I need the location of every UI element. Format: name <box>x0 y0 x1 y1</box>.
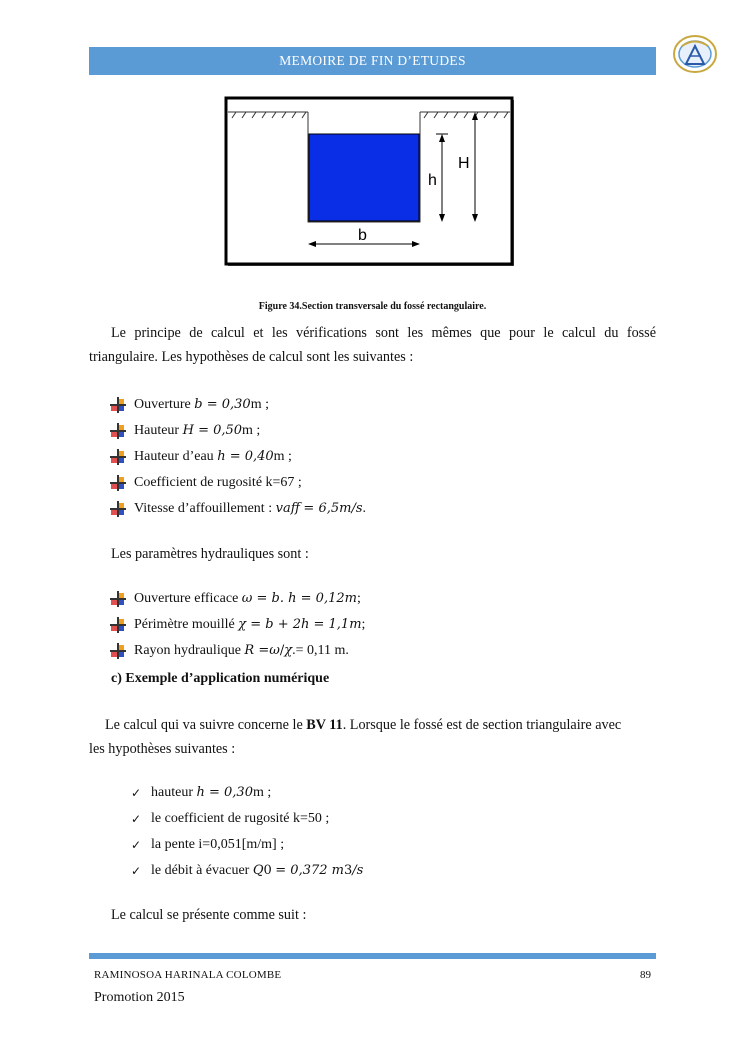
bullet-icon <box>110 643 126 659</box>
list-item <box>131 861 363 881</box>
list-item <box>110 395 269 415</box>
example-bv: BV 11 <box>306 717 343 733</box>
check-math-sup: 3 <box>343 863 353 878</box>
check-icon: ✓ <box>131 864 142 878</box>
param-label: Ouverture efficace <box>134 591 239 606</box>
page-header: MEMOIRE DE FIN D’ETUDES <box>89 47 656 75</box>
bullet-icon <box>110 423 126 439</box>
list-item <box>110 499 366 519</box>
bullet-icon <box>110 591 126 607</box>
check-math-q-sub: 0 <box>263 863 272 878</box>
intro-line-1: Le principe de calcul et les vérifications sont les mêmes que pour le calcul du fossé <box>111 325 656 341</box>
params-intro: Les paramètres hydrauliques sont : <box>111 546 309 562</box>
param-label: Périmètre mouillé <box>134 617 235 632</box>
param-math-num: ω <box>269 643 280 658</box>
check-icon: ✓ <box>131 838 142 852</box>
hyp-math-rest: = 6,5m/s <box>303 501 363 516</box>
hyp-math: b = 0,30 <box>194 397 251 412</box>
check-suffix: m ; <box>252 785 272 800</box>
label-H: H <box>458 155 470 172</box>
hyp-math-sub: aff <box>282 501 300 516</box>
example-post: . Lorsque le fossé est de section triangulaire avec <box>342 717 622 733</box>
hyp-math: h = 0,40 <box>217 449 274 464</box>
param-math: ω = b. h = 0,12m <box>241 591 357 606</box>
hyp-label: Hauteur d’eau <box>134 449 214 464</box>
hyp-label: Hauteur <box>134 423 180 438</box>
example-pre: Le calcul qui va suivre concerne le <box>105 717 307 733</box>
footer-author: RAMINOSOA HARINALA COLOMBE <box>94 969 282 981</box>
hyp-label: Vitesse d’affouillement : <box>134 501 273 516</box>
list-item: Rayon hydraulique R = ω / χ .= 0,11 m. <box>110 641 349 661</box>
label-b: b <box>358 227 367 244</box>
param-math-pre: R = <box>244 643 270 658</box>
bullet-icon <box>110 475 126 491</box>
hyp-label: Ouverture <box>134 397 191 412</box>
check-math-end: /s <box>352 863 364 878</box>
example-line-2: les hypothèses suivantes : <box>89 741 236 757</box>
check-math-rest: = 0,372 m <box>275 863 344 878</box>
check-label: la pente i=0,051[m/m] ; <box>151 837 285 852</box>
list-item <box>131 783 271 803</box>
water-area <box>309 134 419 221</box>
school-logo <box>672 34 718 74</box>
param-suffix: ; <box>356 591 361 606</box>
param-math: χ = b + 2h = 1,1m <box>238 617 362 632</box>
figure-caption: Figure 34.Section transversale du fossé rectangulaire. <box>258 301 487 312</box>
list-item <box>110 615 365 635</box>
hyp-suffix: m ; <box>250 397 269 412</box>
bullet-icon <box>110 397 126 413</box>
param-label: Rayon hydraulique <box>134 643 241 658</box>
bullet-icon <box>110 501 126 517</box>
page-number: 89 <box>640 969 651 981</box>
list-item <box>110 421 260 441</box>
check-label: le coefficient de rugosité k=50 ; <box>151 811 330 826</box>
check-icon: ✓ <box>131 812 142 826</box>
list-item <box>131 809 329 829</box>
section-heading: c) Exemple d’application numérique <box>111 671 330 686</box>
param-suffix: .= 0,11 m. <box>292 643 349 658</box>
param-math-den: χ <box>284 643 293 658</box>
footer-promotion: Promotion 2015 <box>94 990 185 1005</box>
ditch-section-figure <box>224 96 516 268</box>
example-line-1 <box>89 713 656 737</box>
intro-line-2: triangulaire. Les hypothèses de calcul sont les suivantes : <box>89 349 414 365</box>
check-math: h = 0,30 <box>196 785 253 800</box>
list-item <box>110 447 292 467</box>
hyp-label: Coefficient de rugosité k=67 ; <box>134 475 302 490</box>
bullet-icon <box>110 449 126 465</box>
closing-text: Le calcul se présente comme suit : <box>111 907 307 923</box>
hyp-suffix: m ; <box>273 449 292 464</box>
check-label: le débit à évacuer <box>151 863 250 878</box>
hyp-math: H = 0,50 <box>182 423 243 438</box>
list-item <box>110 589 361 609</box>
check-label: hauteur <box>151 785 193 800</box>
param-suffix: ; <box>361 617 366 632</box>
check-math-q: Q <box>252 863 264 878</box>
hyp-suffix: m ; <box>242 423 261 438</box>
hyp-suffix: . <box>362 501 366 516</box>
bullet-icon <box>110 617 126 633</box>
footer-rule <box>89 953 656 959</box>
check-icon: ✓ <box>131 786 142 800</box>
list-item <box>110 473 302 493</box>
hyp-math-v: v <box>275 501 283 516</box>
label-h: h <box>428 172 437 189</box>
list-item <box>131 835 284 855</box>
